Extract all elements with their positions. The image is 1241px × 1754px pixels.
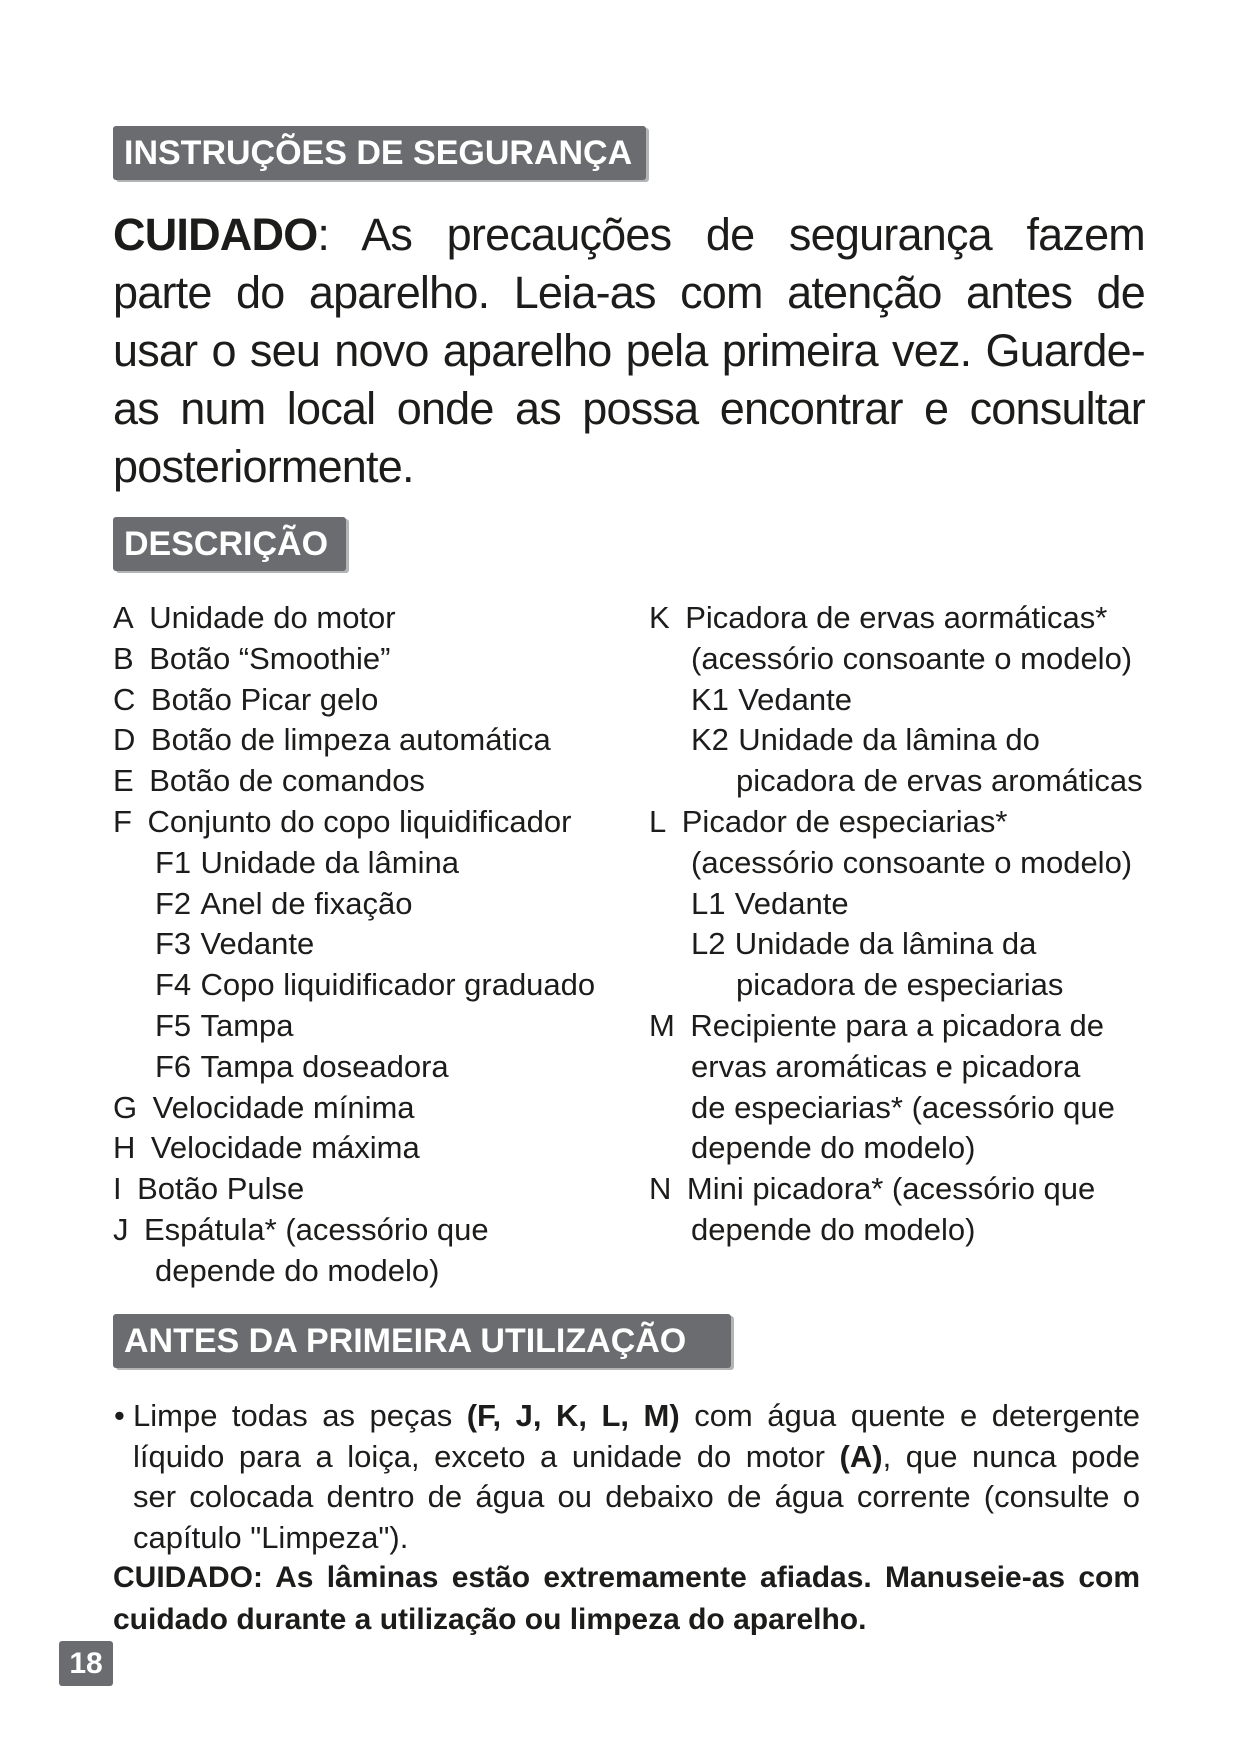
section-header-description: DESCRIÇÃO: [113, 517, 346, 571]
item-key: K: [649, 600, 670, 635]
item-key: F6: [155, 1048, 192, 1084]
description-subitem-f3: [113, 924, 633, 965]
section-header-safety: INSTRUÇÕES DE SEGURANÇA: [113, 126, 646, 180]
description-subitem-f5: [113, 1006, 633, 1047]
cleaning-instructions-paragraph: [133, 1396, 1140, 1558]
cleaning-line-2-pre: líquido para a loiça, exceto a unidade do motor: [133, 1438, 825, 1474]
item-key: F2: [155, 885, 192, 921]
item-key: F5: [155, 1007, 192, 1043]
item-text: Espátula* (acessório que: [144, 1211, 489, 1247]
item-text: Velocidade mínima: [152, 1089, 415, 1125]
description-item-e: [113, 761, 633, 802]
item-key: F1: [155, 844, 192, 880]
section-header-before-first-use: ANTES DA PRIMEIRA UTILIZAÇÃO: [113, 1314, 731, 1368]
cleaning-line-1: [133, 1396, 1140, 1437]
intro-line-4: as num local onde as possa encontrar e consultar: [113, 383, 1145, 434]
description-subitem-f2: [113, 884, 633, 925]
intro-line-1: [113, 206, 1145, 264]
intro-line-2: parte do aparelho. Leia-as com atenção antes de: [113, 267, 1145, 318]
item-key: C: [113, 681, 136, 717]
description-item-j: [113, 1210, 633, 1251]
item-key: F: [113, 803, 132, 839]
item-text: Botão de comandos: [149, 763, 425, 799]
cleaning-line-4: capítulo "Limpeza").: [133, 1519, 409, 1555]
item-key: F4: [155, 967, 192, 1003]
item-key: L1: [691, 885, 726, 921]
description-item-l-continued: (acessório consoante o modelo): [691, 844, 1133, 880]
item-text: Velocidade máxima: [150, 1130, 420, 1166]
parts-reference: (F, J, K, L, M): [466, 1398, 680, 1433]
cleaning-line-1-post: com água quente e detergente: [694, 1398, 1140, 1433]
description-item-h: [113, 1128, 633, 1169]
description-item-a: [113, 598, 633, 639]
description-item-m-continued-3: depende do modelo): [691, 1130, 976, 1166]
cleaning-line-2: [133, 1437, 1140, 1478]
item-text: Copo liquidificador graduado: [200, 967, 596, 1003]
item-key: N: [649, 1171, 672, 1207]
item-key: D: [113, 722, 136, 758]
bullet-icon: [114, 1396, 125, 1437]
description-subitem-l2-continued: picadora de especiarias: [736, 967, 1064, 1003]
item-text: Picadora de ervas aormáticas*: [685, 600, 1108, 635]
intro-line-5: posteriormente.: [113, 441, 414, 492]
description-column-right: [649, 598, 1209, 1251]
description-subitem-k1: [649, 680, 1209, 721]
description-item-m-continued-2: de especiarias* (acessório que: [691, 1089, 1115, 1125]
description-item-d: [113, 720, 633, 761]
item-key: L: [649, 803, 667, 839]
item-text: Recipiente para a picadora de: [690, 1007, 1104, 1043]
description-item-m: [649, 1006, 1209, 1047]
item-key: I: [113, 1171, 122, 1207]
description-item-g: [113, 1088, 633, 1129]
description-item-n: [649, 1169, 1209, 1210]
item-text: Conjunto do copo liquidificador: [147, 803, 572, 839]
cleaning-line-3: ser colocada dentro de água ou debaixo de água corrente (consulte o: [133, 1479, 1140, 1514]
description-subitem-f4: [113, 965, 633, 1006]
page-number: 18: [59, 1641, 113, 1686]
blade-warning: [113, 1557, 1140, 1641]
description-item-l: [649, 802, 1209, 843]
item-text: Unidade da lâmina do: [738, 722, 1040, 758]
item-key: L2: [691, 926, 726, 962]
item-text: Mini picadora* (acessório que: [686, 1171, 1096, 1207]
description-item-b: [113, 639, 633, 680]
description-item-k: [649, 598, 1209, 639]
item-key: F3: [155, 926, 192, 962]
motor-unit-reference: (A): [839, 1438, 883, 1474]
description-column-left: [113, 598, 633, 1292]
item-key: K1: [691, 681, 729, 717]
item-text: Vedante: [734, 885, 849, 921]
item-key: A: [113, 600, 134, 635]
item-text: Picador de especiarias*: [681, 803, 1008, 839]
item-key: B: [113, 640, 134, 676]
item-key: J: [113, 1211, 129, 1247]
description-subitem-k2-continued: picadora de ervas aromáticas: [736, 763, 1143, 799]
description-item-m-continued-1: ervas aromáticas e picadora: [691, 1048, 1081, 1084]
item-key: G: [113, 1089, 138, 1125]
cleaning-line-2-post: , que nunca pode: [882, 1438, 1140, 1474]
item-text: Unidade do motor: [149, 600, 396, 635]
item-text: Botão “Smoothie”: [149, 640, 391, 676]
intro-line-3: usar o seu novo aparelho pela primeira vez. Guarde-: [113, 325, 1145, 376]
description-item-n-continued: depende do modelo): [691, 1211, 976, 1247]
description-subitem-k2: [649, 720, 1209, 761]
item-text: Unidade da lâmina da: [734, 926, 1037, 962]
item-text: Anel de fixação: [200, 885, 413, 921]
intro-line-1-text: : As precauções de segurança fazem: [317, 209, 1145, 260]
cleaning-line-1-pre: Limpe todas as peças: [133, 1398, 453, 1433]
description-item-i: [113, 1169, 633, 1210]
description-subitem-l1: [649, 884, 1209, 925]
item-key: E: [113, 763, 134, 799]
item-text: Botão Pulse: [137, 1171, 305, 1207]
item-text: Tampa doseadora: [200, 1048, 449, 1084]
description-item-k-continued: (acessório consoante o modelo): [691, 640, 1133, 676]
description-item-j-continued: depende do modelo): [155, 1252, 440, 1288]
item-key: H: [113, 1130, 136, 1166]
item-key: M: [649, 1007, 675, 1043]
description-subitem-f1: [113, 843, 633, 884]
item-text: Vedante: [738, 681, 853, 717]
description-subitem-l2: [649, 924, 1209, 965]
caution-intro-paragraph: [113, 206, 1145, 496]
item-text: Botão de limpeza automática: [150, 722, 551, 758]
description-subitem-f6: [113, 1047, 633, 1088]
blade-warning-line-1: CUIDADO: As lâminas estão extremamente afiadas. Manuseie-as com: [113, 1561, 1140, 1594]
item-text: Tampa: [200, 1007, 294, 1043]
item-text: Vedante: [200, 926, 315, 962]
description-item-c: [113, 680, 633, 721]
caution-label: CUIDADO: [113, 209, 318, 260]
blade-warning-line-2: cuidado durante a utilização ou limpeza do aparelho.: [113, 1603, 867, 1636]
item-text: Unidade da lâmina: [200, 844, 459, 880]
item-key: K2: [691, 722, 729, 758]
item-text: Botão Picar gelo: [150, 681, 379, 717]
description-item-f: [113, 802, 633, 843]
